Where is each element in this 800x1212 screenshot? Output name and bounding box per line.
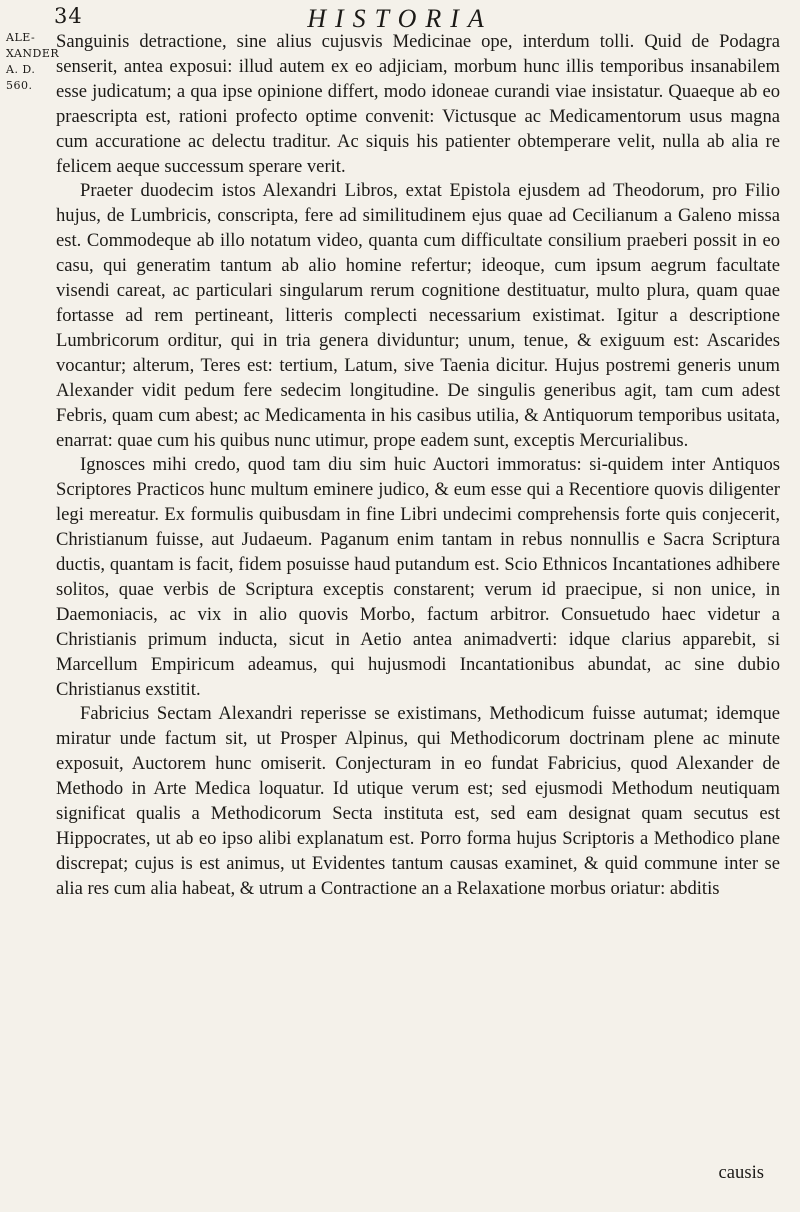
- paragraph: Ignosces mihi credo, quod tam diu sim huic Auctori immoratus: si-quidem inter Antiquos Scriptores Practicos hunc multum eminere judico, & eum esse qui a Recentiore quovis diligenter legi mereatur. Ex formulis quibusdam in fine Libri undecimi comprehensis forte quis conjecerit, Christianum fuisse, aut Judaeum. Paganum enim tantam in rebus nonnullis e Sacra Scriptura ductis, quantam is facit, fidem posuisse haud putandum est. Scio Ethnicos Incantationes adhibere solitos, quae verbis de Scriptura exceptis constarent; verum id praecipue, si non unice, in Daemoniacis, ac vix in alio quovis Morbo, factum arbitror. Consuetudo haec videtur a Christianis primum inducta, sicut in Aetio antea animadverti: idque clarius apparebit, si Marcellum Empiricum adeamus, qui hujusmodi Incantationibus abundat, ac sine dubio Christianus exstitit.: [56, 454, 780, 700]
- paragraph: Praeter duodecim istos Alexandri Libros, extat Epistola ejusdem ad Theodorum, pro Filio hujus, de Lumbricis, conscripta, fere ad similitudinem ejus quae ad Cecilianum a Galeno missa est. Commodeque ab illo notatum video, quanta cum difficultate consilium praeberi possit in eo casu, qui generatim tantum ab alio homine refertur; ideoque, cum ipsum aegrum facultate visendi careat, ac particulari singularum rerum cognitione destituatur, multo plura, quam quae fortasse ad rem pertineant, litteris complecti necessarium existimat. Igitur a descriptione Lumbricorum orditur, qui in tria genera dividuntur; unum, tenue, & exiguum est: Ascarides vocantur; alterum, Teres est: tertium, Latum, sive Taenia dicitur. Hujus postremi generis unum Alexander vidit pedum fere sedecim longitudine. De singulis generibus agit, tam cum adest Febris, quam cum abest; ac Medicamenta in his casibus utilia, & Antiquorum temporibus usitata, enarrat: quae cum his quibus nunc utimur, prope eadem sunt, exceptis Mercurialibus.: [56, 180, 780, 451]
- body-text: [56, 30, 780, 902]
- margin-note-line: ALE-: [6, 31, 36, 44]
- margin-note-line: 560.: [6, 79, 33, 92]
- running-title: HISTORIA: [307, 4, 493, 33]
- margin-note: [6, 30, 60, 94]
- catchword: causis: [718, 1162, 764, 1183]
- margin-note-line: A. D.: [6, 63, 36, 76]
- paragraph: Fabricius Sectam Alexandri reperisse se existimans, Methodicum fuisse autumat; idemque miratur unde factum sit, ut Prosper Alpinus, qui Methodicorum doctrinam plene ac minute exposuit, Auctorem hunc omiserit. Conjecturam in eo fundat Fabricius, quod Alexander de Methodo in Arte Medica loquatur. Id utique verum est; sed ejusmodi Methodum neutiquam significat qualis a Methodicorum Secta instituta est, sed eam designat quam secutus est Hippocrates, ut ab eo ipso alibi explanatum est. Porro forma hujus Scriptoris a Methodico plane discrepat; cujus is est animus, ut Evidentes tantum causas examinet, & quid commune inter se alia res cum alia habeat, & utrum a Contractione an a Relaxatione morbus oriatur: abditis: [56, 703, 780, 899]
- paragraph: Sanguinis detractione, sine alius cujusvis Medicinae ope, interdum tolli. Quid de Podagra senserit, antea exposui: illud autem ex eo adjiciam, morbum hunc illis temporibus insanabilem esse judicatum; a qua ipse opinione differt, modo idoneae curandi viae insistatur. Quaeque ab eo praescripta est, rationi profecto optime convenit: Victusque ac Medicamentorum usus magna cum accuratione ac delectu traditur. Ac siquis his patienter obtemperare velit, nulla ab alia re felicem aeque successum sperare verit.: [56, 31, 780, 177]
- margin-note-line: XANDER: [6, 47, 60, 60]
- page-number: 34: [54, 4, 83, 28]
